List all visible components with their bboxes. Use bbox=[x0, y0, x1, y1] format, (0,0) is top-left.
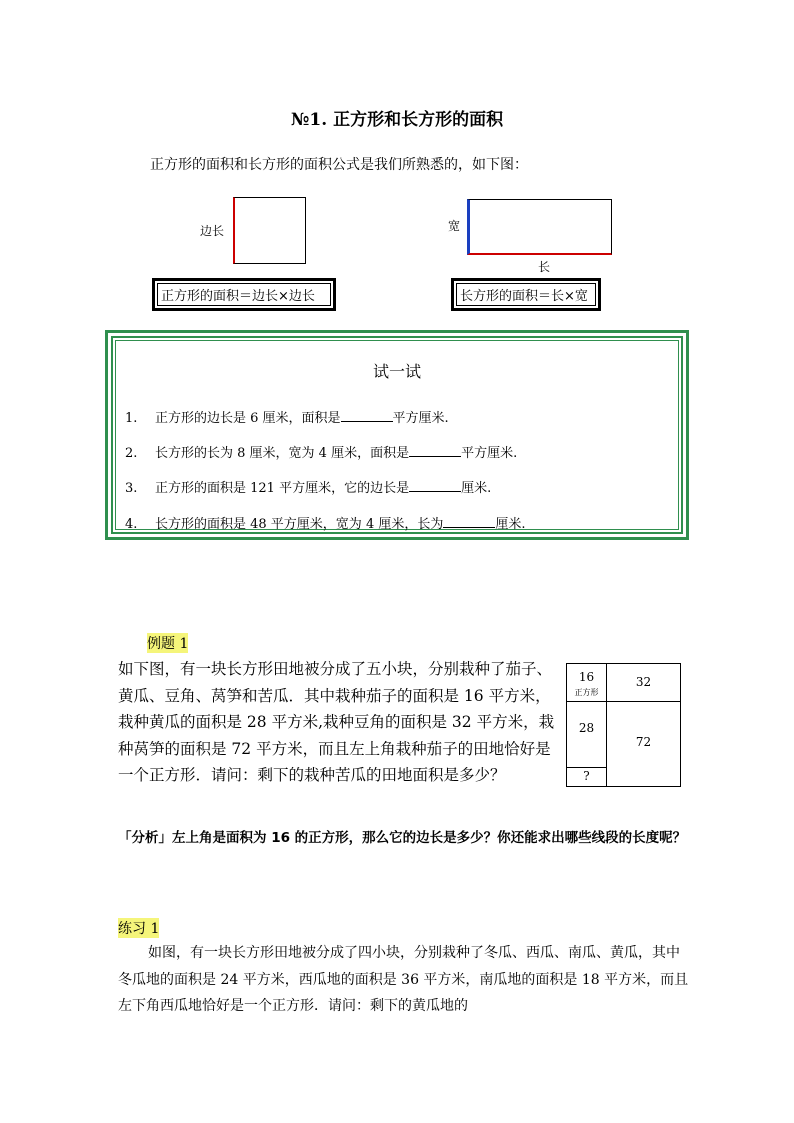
square-formula: 正方形的面积＝边长×边长 bbox=[157, 283, 331, 306]
question-number: 4. bbox=[125, 517, 138, 532]
question-text: 长方形的面积是 48 平方厘米，宽为 4 厘米，长为 bbox=[155, 517, 444, 532]
intro-text: 正方形的面积和长方形的面积公式是我们所熟悉的，如下图： bbox=[150, 157, 528, 173]
question-3 bbox=[125, 477, 491, 496]
question-4 bbox=[125, 513, 525, 532]
question-number: 1. bbox=[125, 411, 138, 426]
page-title: №1. 正方形和长方形的面积 bbox=[290, 110, 504, 130]
practice-text: 如图，有一块长方形田地被分成了四小块，分别栽种了冬瓜、西瓜、南瓜、黄瓜，其中冬瓜地的面积是 24 平方米，西瓜地的面积是 36 平方米，南瓜地的面积是 18 平方米，而且左下角西瓜地恰好是一个正方形．请问：剩下的黄瓜地的 bbox=[118, 945, 689, 1014]
question-text: 正方形的面积是 121 平方厘米，它的边长是 bbox=[155, 481, 410, 496]
figure-value-32: 32 bbox=[635, 675, 652, 689]
square-side-label: 边长 bbox=[200, 224, 225, 238]
question-number: 2. bbox=[125, 446, 138, 461]
figure-unknown: ? bbox=[583, 769, 590, 783]
figure-square-label: 正方形 bbox=[574, 688, 599, 697]
rectangle-formula-box bbox=[451, 278, 601, 311]
square-formula-box bbox=[152, 278, 336, 311]
question-2 bbox=[125, 442, 517, 461]
question-unit: 厘米. bbox=[495, 517, 526, 532]
practice-label: 练习 1 bbox=[118, 918, 159, 938]
rectangle-width-label: 宽 bbox=[448, 219, 461, 233]
field-figure bbox=[566, 663, 681, 787]
answer-blank[interactable] bbox=[409, 444, 461, 457]
rectangle-length-label: 长 bbox=[538, 260, 551, 274]
answer-blank[interactable] bbox=[341, 409, 393, 422]
question-number: 3. bbox=[125, 481, 138, 496]
example-label: 例题 1 bbox=[147, 633, 188, 653]
example-text: 如下图，有一块长方形田地被分成了五小块，分别栽种了茄子、黄瓜、豆角、莴笋和苦瓜．其中栽种茄子的面积是 16 平方米，栽种黄瓜的面积是 28 平方米,栽种豆角的面积是 32 平方米，栽种莴笋的面积是 72 平方米，而且左上角栽种茄子的田地恰好是一个正方形．请问：剩下的栽种苦瓜的田地面积是多少？ bbox=[118, 660, 555, 784]
figure-value-16: 16 bbox=[578, 670, 595, 684]
question-unit: 厘米. bbox=[461, 481, 492, 496]
try-it-box bbox=[105, 330, 689, 540]
rectangle-diagram bbox=[467, 199, 612, 255]
question-text: 正方形的边长是 6 厘米，面积是 bbox=[155, 411, 341, 426]
figure-value-28: 28 bbox=[578, 721, 595, 735]
answer-blank[interactable] bbox=[409, 479, 461, 492]
question-unit: 平方厘米. bbox=[461, 446, 518, 461]
question-1 bbox=[125, 407, 449, 426]
rectangle-formula: 长方形的面积＝长×宽 bbox=[456, 283, 596, 306]
square-diagram bbox=[233, 197, 306, 264]
question-unit: 平方厘米. bbox=[392, 411, 449, 426]
try-it-title: 试一试 bbox=[372, 362, 421, 381]
figure-value-72: 72 bbox=[635, 735, 652, 749]
answer-blank[interactable] bbox=[443, 515, 495, 528]
analysis-text: 「分析」左上角是面积为 16 的正方形，那么它的边长是多少？你还能求出哪些线段的长度呢？ bbox=[118, 830, 687, 846]
question-text: 长方形的长为 8 厘米，宽为 4 厘米，面积是 bbox=[155, 446, 410, 461]
